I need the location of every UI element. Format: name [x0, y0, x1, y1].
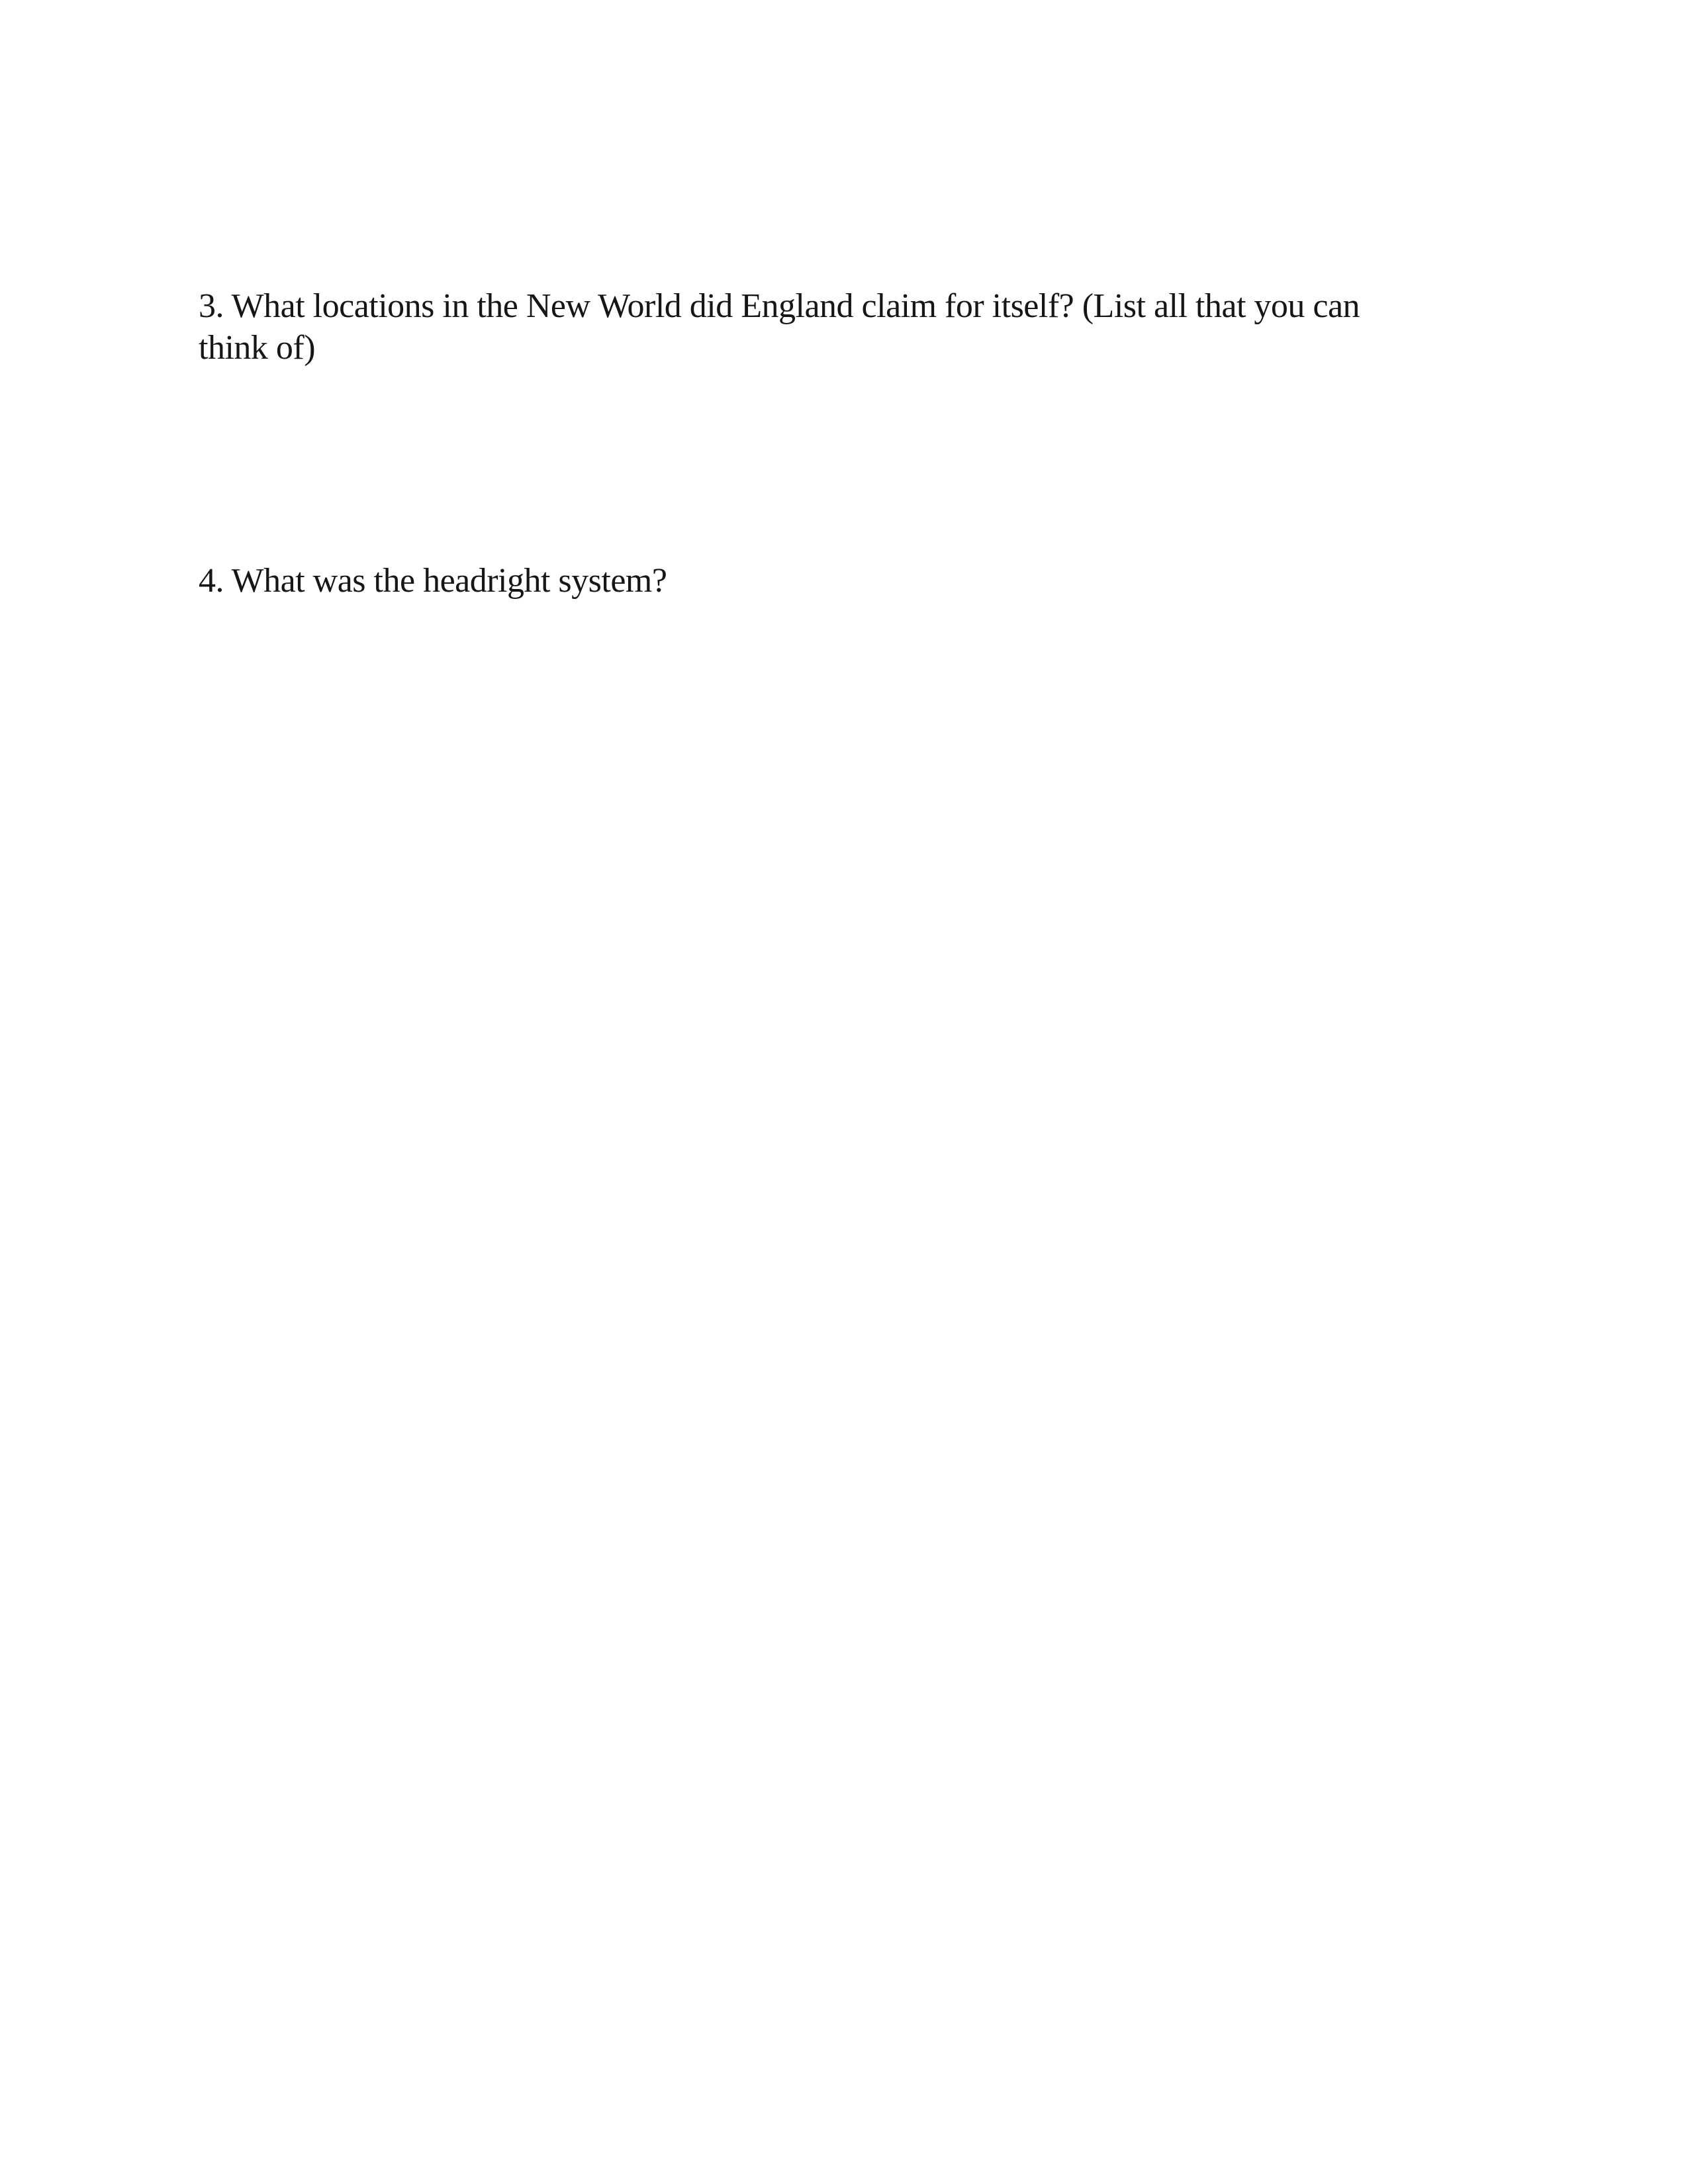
question-4: [199, 560, 667, 602]
question-3-line-2: think of): [199, 329, 316, 367]
question-3-line-1: 3. What locations in the New World did England claim for itself? (List all that you can: [199, 287, 1360, 325]
question-4-line-1: 4. What was the headright system?: [199, 562, 667, 600]
question-3: [199, 285, 1360, 369]
